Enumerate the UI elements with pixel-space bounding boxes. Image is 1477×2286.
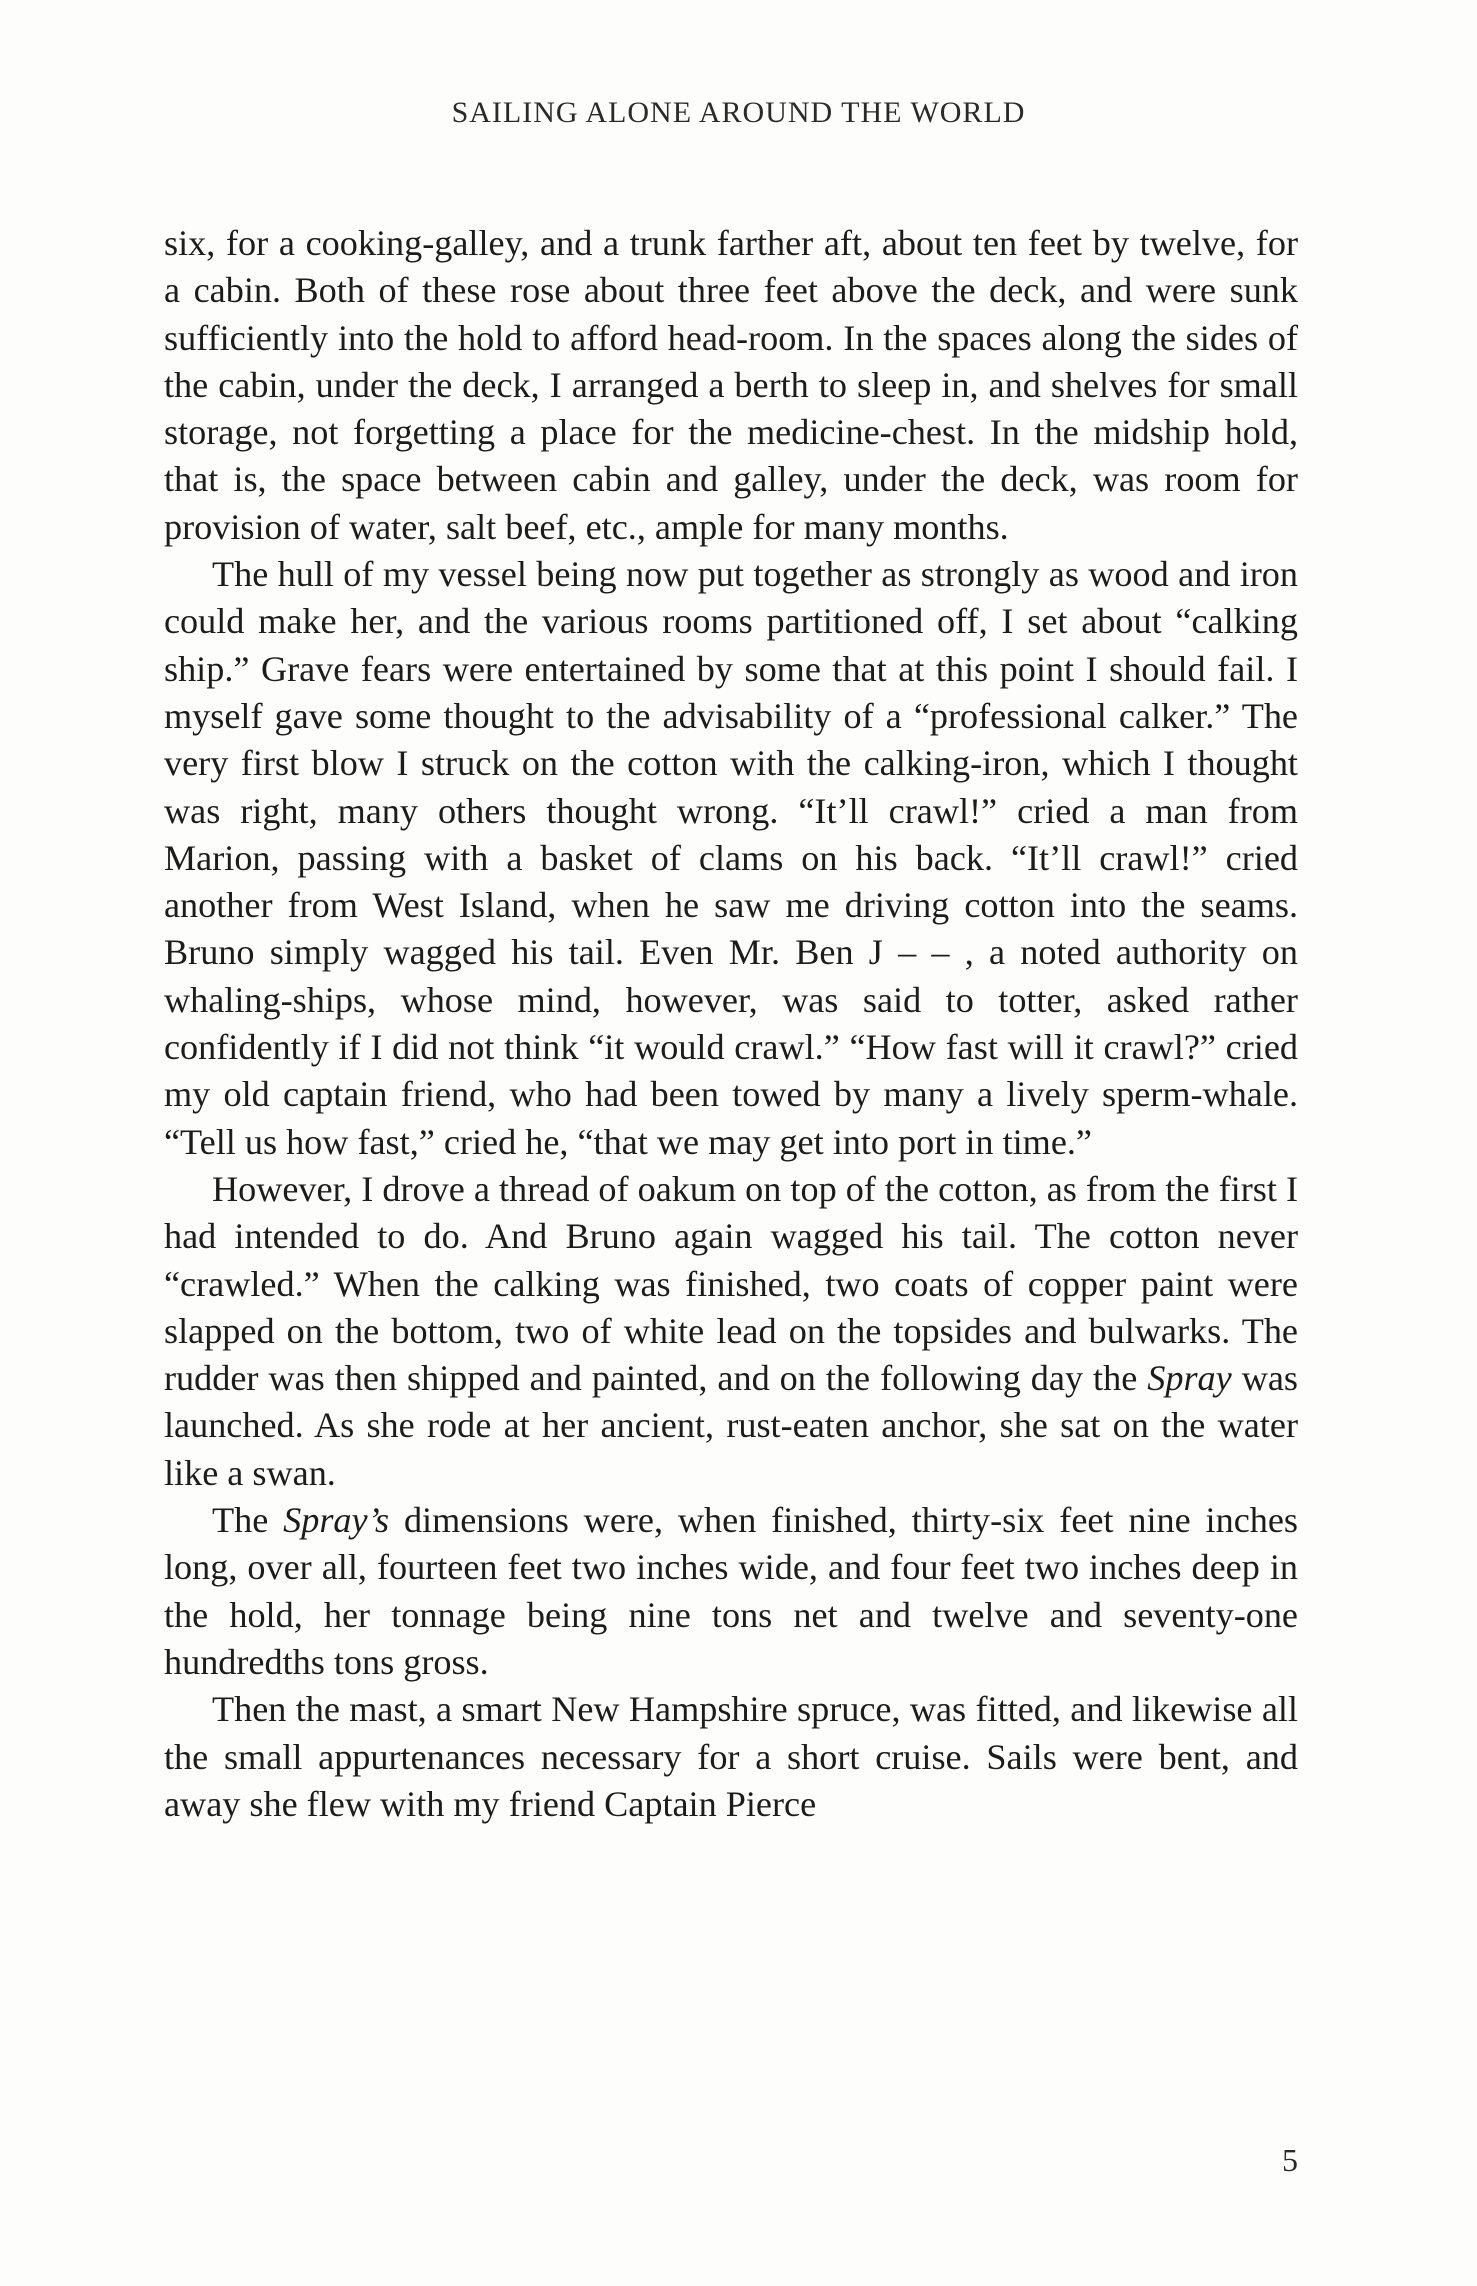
paragraph-galley-cabin: six, for a cooking-galley, and a trunk farther aft, about ten feet by twelve, for a cabin. Both of these rose about three feet above the deck, and were sunk sufficiently into the hold to afford head-room. In the spaces along the sides of the cabin, under the deck, I arranged a berth to sleep in, and shelves for small storage, not forgetting a place for the medicine-chest. In the midship hold, that is, the space between cabin and galley, under the deck, was room for provision of water, salt beef, etc., ample for many months.	[164, 223, 1298, 547]
paragraph-mast: Then the mast, a smart New Hampshire spruce, was fitted, and likewise all the small appurtenances necessary for a short cruise. Sails were bent, and away she flew with my friend Captain Pierce	[164, 1689, 1298, 1824]
body-text	[164, 220, 1298, 1828]
paragraph-dimensions	[164, 1497, 1298, 1686]
paragraph-text: dimensions were, when finished, thirty-six feet nine inches long, over all, fourteen feet two inches wide, and four feet two inches deep in the hold, her tonnage being nine tons net and twelve and seventy-one hundredths tons gross.	[164, 1500, 1299, 1682]
running-head: SAILING ALONE AROUND THE WORLD	[451, 96, 1026, 129]
ship-name-italic: Spray’s	[283, 1500, 390, 1541]
paragraph-calking-ship: The hull of my vessel being now put together as strongly as wood and iron could make her, and the various rooms partitioned off, I set about “calking ship.” Grave fears were entertained by some that at this point I should fail. I myself gave some thought to the advisability of a “professional calker.” The very first blow I struck on the cotton with the calking-iron, which I thought was right, many others thought wrong. “It’ll crawl!” cried a man from Marion, passing with a basket of clams on his back. “It’ll crawl!” cried another from West Island, when he saw me driving cotton into the seams. Bruno simply wagged his tail. Even Mr. Ben J – – , a noted authority on whaling-ships, whose mind, however, was said to totter, asked rather confidently if I did not think “it would crawl.” “How fast will it crawl?” cried my old captain friend, who had been towed by many a lively sperm-whale. “Tell us how fast,” cried he, “that we may get into port in time.”	[164, 554, 1298, 1162]
paragraph-text: The	[212, 1500, 284, 1541]
paragraph-text: However, I drove a thread of oakum on top of the cotton, as from the first I had intended to do. And Bruno again wagged his tail. The cotton never “crawled.” When the calking was finished, two coats of copper paint were slapped on the bottom, two of white lead on the topsides and bulwarks. The rudder was then shipped and painted, and on the following day the	[164, 1168, 1298, 1399]
ship-name-italic: Spray	[1147, 1358, 1232, 1399]
paragraph-text: was launched. As she rode at her ancient, rust-eaten anchor, she sat on the water like a swan.	[164, 1358, 1298, 1493]
paragraph-oakum-launch	[164, 1166, 1298, 1497]
page-number: 5	[1282, 2142, 1298, 2178]
